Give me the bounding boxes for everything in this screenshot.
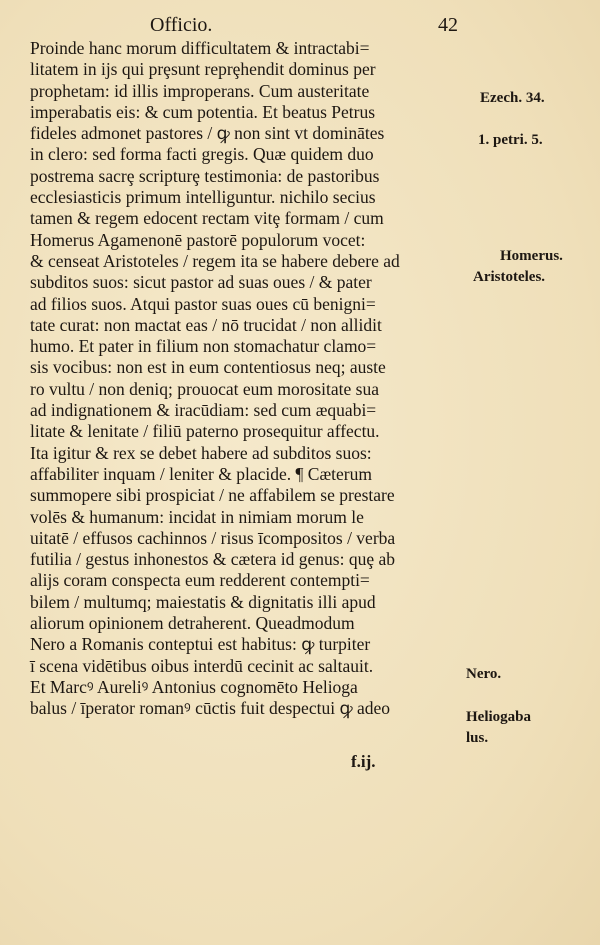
text-line: fideles admonet pastores / ꝙ non sint vt dominātes [30,123,385,144]
text-line: imperabatis eis: & cum potentia. Et beatus Petrus [30,101,376,122]
text-line: ecclesiasticis primum intelliguntur. nichilo secius [30,187,376,208]
margin-note-homerus: Homerus. [500,248,563,264]
margin-note-heliogabalus: Heliogaba [466,709,532,725]
margin-note-aristoteles: Aristoteles. [473,269,546,285]
text-line: tamen & regem edocent rectam vitȩ formam / cum [30,208,384,229]
body-text [30,38,470,720]
running-head: Officio. [150,14,213,36]
margin-note-ezech: Ezech. 34. [480,90,545,106]
text-line: subditos suos: sicut pastor ad suas oues / & pater [30,272,372,293]
text-line: in clero: sed forma facti gregis. Quæ quidem duo [30,144,374,165]
text-line: ro vultu / non deniq; prouocat eum morositate sua [30,378,379,399]
margin-note-heliogabalus-cont: lus. [466,730,489,746]
text-line: uitatē / effusos cachinnos / risus īcompositos / verba [30,527,396,548]
text-line: balus / īperator romanꝰ cūctis fuit despectui ꝙ adeo [30,698,390,719]
text-line: & censeat Aristoteles / regem ita se habere debere ad [30,250,400,271]
text-line: Proinde hanc morum difficultatem & intractabi= [30,38,370,58]
signature-mark: f.ij. [351,752,376,771]
text-line: Nero a Romanis conteptui est habitus: ꝙ turpiter [30,634,371,655]
text-line: sis vocibus: non est in eum contentiosus neq; auste [30,357,386,378]
text-line: humo. Et pater in filium non stomachatur clamo= [30,336,377,357]
text-line: bilem / multumq; maiestatis & dignitatis illi apud [30,591,376,612]
text-line: litate & lenitate / filiū paterno prosequitur affectu. [30,421,380,442]
page-number: 42 [438,14,458,36]
text-line: ad indignationem & iracūdiam: sed cum æquabi= [30,400,377,421]
margin-note-petri: 1. petri. 5. [478,132,543,148]
text-line: affabiliter inquam / leniter & placide. ¶ Cæterum [30,463,372,484]
text-line: litatem in ijs qui prȩsunt reprȩhendit dominus per [30,59,376,80]
text-line: prophetam: id illis improperans. Cum austeritate [30,80,370,101]
text-line: tate curat: non mactat eas / nō trucidat / non allidit [30,314,382,335]
text-line: summopere sibi prospiciat / ne affabilem se prestare [30,485,395,506]
text-line: ad filios suos. Atqui pastor suas oues cū benigni= [30,293,376,314]
text-line: Homerus Agamenonē pastorē populorum vocet: [30,229,366,250]
margin-note-nero: Nero. [466,666,502,682]
text-line: postrema sacrȩ scripturȩ testimonia: de pastoribus [30,165,380,186]
text-line: ī scena vidētibus oibus interdū cecinit ac saltauit. [30,655,374,676]
text-line: alijs coram conspecta eum redderent contempti= [30,570,370,591]
text-line: futilia / gestus inhonestos & cætera id genus: quȩ ab [30,549,396,570]
text-line: Et Marcꝰ Aureliꝰ Antonius cognomēto Helioga [30,676,358,697]
text-line: aliorum opinionem detraherent. Queadmodum [30,613,355,634]
text-line: volēs & humanum: incidat in nimiam morum le [30,506,364,527]
text-line: Ita igitur & rex se debet habere ad subditos suos: [30,442,372,463]
